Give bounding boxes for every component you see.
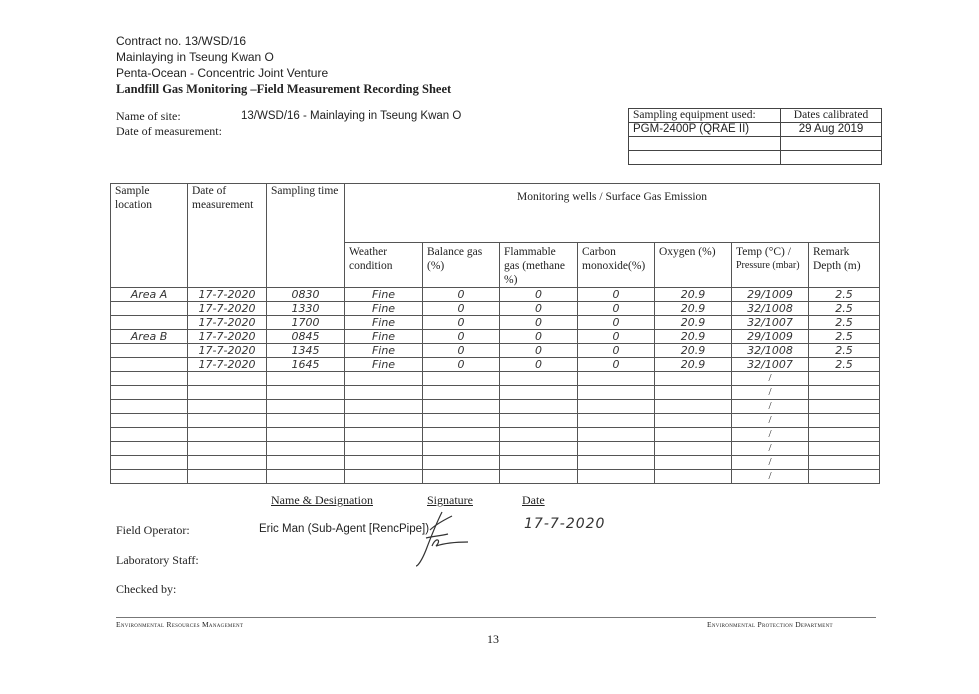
depth-cell: 2.5: [809, 288, 880, 302]
date-cell: [188, 372, 267, 386]
weather-cell: [345, 372, 423, 386]
oxygen-cell: [655, 386, 732, 400]
date-cell: [188, 400, 267, 414]
co-cell: [578, 442, 655, 456]
checked-by-label: Checked by:: [116, 582, 177, 596]
weather-cell: Fine: [345, 316, 423, 330]
date-cell: 17-7-2020: [188, 330, 267, 344]
calibration-header: Dates calibrated: [781, 109, 882, 123]
depth-cell: [809, 400, 880, 414]
location-cell: [111, 456, 188, 470]
remark-depth-header: Remark Depth (m): [809, 243, 880, 288]
depth-cell: 2.5: [809, 302, 880, 316]
temp-pressure-cell: /: [732, 372, 809, 386]
oxygen-cell: [655, 442, 732, 456]
time-cell: 0830: [267, 288, 345, 302]
co-cell: 0: [578, 316, 655, 330]
calibration-date: 29 Aug 2019: [781, 123, 882, 137]
time-cell: 1330: [267, 302, 345, 316]
flammable-gas-cell: 0: [500, 316, 578, 330]
date-cell: [188, 456, 267, 470]
date-cell: 17-7-2020: [188, 288, 267, 302]
table-row: [111, 470, 880, 484]
depth-cell: [809, 386, 880, 400]
calibration-date: [781, 151, 882, 165]
date-header: Date of measurement: [188, 184, 267, 288]
table-header-row: [111, 184, 880, 243]
monitoring-wells-header: Monitoring wells / Surface Gas Emission: [345, 184, 880, 243]
balance-gas-cell: 0: [423, 302, 500, 316]
time-cell: [267, 372, 345, 386]
balance-gas-cell: 0: [423, 330, 500, 344]
date-cell: 17-7-2020: [188, 358, 267, 372]
equipment-row: [629, 137, 882, 151]
temp-pressure-cell: /: [732, 442, 809, 456]
depth-cell: 2.5: [809, 316, 880, 330]
location-cell: [111, 386, 188, 400]
flammable-gas-cell: [500, 372, 578, 386]
location-cell: [111, 414, 188, 428]
project-name: Mainlaying in Tseung Kwan O: [116, 50, 274, 64]
table-body: [111, 288, 880, 484]
name-designation-header: Name & Designation: [271, 493, 373, 507]
time-cell: [267, 414, 345, 428]
table-row: [111, 358, 880, 372]
table-row: [111, 456, 880, 470]
balance-gas-cell: 0: [423, 288, 500, 302]
equipment-name: [629, 151, 781, 165]
table-row: [111, 400, 880, 414]
table-row: [111, 344, 880, 358]
flammable-gas-cell: [500, 386, 578, 400]
sample-location-header: Sample location: [111, 184, 188, 288]
temp-pressure-cell: /: [732, 456, 809, 470]
co-cell: 0: [578, 302, 655, 316]
co-cell: 0: [578, 330, 655, 344]
weather-cell: [345, 414, 423, 428]
site-info: [116, 109, 462, 139]
date-cell: 17-7-2020: [188, 316, 267, 330]
weather-cell: Fine: [345, 288, 423, 302]
depth-cell: [809, 372, 880, 386]
handwritten-signature: [412, 506, 472, 568]
location-cell: [111, 316, 188, 330]
contractor-name: Penta-Ocean - Concentric Joint Venture: [116, 66, 329, 80]
temp-pressure-cell: /: [732, 470, 809, 484]
measurement-table: [110, 183, 880, 484]
footer-left: Environmental Resources Management: [116, 620, 244, 629]
time-cell: [267, 428, 345, 442]
flammable-gas-cell: 0: [500, 358, 578, 372]
temp-pressure-cell: /: [732, 386, 809, 400]
field-operator-name: Eric Man (Sub-Agent [RencPipe]): [259, 523, 430, 535]
table-row: [111, 316, 880, 330]
temp-pressure-cell: 29/1009: [732, 330, 809, 344]
co-cell: [578, 456, 655, 470]
balance-gas-cell: 0: [423, 358, 500, 372]
date-cell: 17-7-2020: [188, 344, 267, 358]
time-cell: [267, 442, 345, 456]
carbon-monoxide-header: Carbon monoxide(%): [578, 243, 655, 288]
weather-cell: [345, 442, 423, 456]
weather-cell: [345, 400, 423, 414]
balance-gas-cell: 0: [423, 316, 500, 330]
date-cell: [188, 428, 267, 442]
flammable-gas-cell: 0: [500, 344, 578, 358]
time-cell: 0845: [267, 330, 345, 344]
time-cell: [267, 400, 345, 414]
location-cell: [111, 400, 188, 414]
temp-pressure-cell: 32/1007: [732, 358, 809, 372]
table-row: [111, 372, 880, 386]
location-cell: [111, 372, 188, 386]
flammable-gas-cell: 0: [500, 288, 578, 302]
balance-gas-cell: [423, 372, 500, 386]
co-cell: 0: [578, 344, 655, 358]
field-operator-date: 17-7-2020: [524, 516, 606, 532]
date-cell: [188, 386, 267, 400]
date-cell: [188, 442, 267, 456]
time-cell: 1645: [267, 358, 345, 372]
co-cell: [578, 470, 655, 484]
oxygen-cell: 20.9: [655, 302, 732, 316]
depth-cell: 2.5: [809, 330, 880, 344]
balance-gas-cell: [423, 470, 500, 484]
equipment-name: [629, 137, 781, 151]
co-cell: 0: [578, 358, 655, 372]
equipment-header-row: [629, 109, 882, 123]
temp-pressure-cell: 32/1008: [732, 302, 809, 316]
weather-cell: Fine: [345, 302, 423, 316]
time-cell: 1700: [267, 316, 345, 330]
equipment-row: [629, 151, 882, 165]
weather-cell: [345, 386, 423, 400]
flammable-gas-cell: [500, 456, 578, 470]
flammable-gas-cell: 0: [500, 330, 578, 344]
oxygen-cell: [655, 470, 732, 484]
site-name-row: [116, 109, 462, 124]
laboratory-staff-label: Laboratory Staff:: [116, 553, 199, 567]
location-cell: [111, 428, 188, 442]
table-row: [111, 330, 880, 344]
flammable-gas-cell: [500, 414, 578, 428]
equipment-header: Sampling equipment used:: [629, 109, 781, 123]
balance-gas-cell: [423, 456, 500, 470]
co-cell: [578, 386, 655, 400]
depth-cell: [809, 470, 880, 484]
balance-gas-cell: [423, 428, 500, 442]
location-cell: Area A: [111, 288, 188, 302]
temp-header: Temp (°C) /: [736, 246, 791, 258]
measurement-date-label: Date of measurement:: [116, 124, 222, 138]
depth-cell: [809, 428, 880, 442]
flammable-gas-header: Flammable gas (methane %): [500, 243, 578, 288]
co-cell: [578, 414, 655, 428]
oxygen-cell: 20.9: [655, 358, 732, 372]
flammable-gas-cell: [500, 400, 578, 414]
balance-gas-cell: 0: [423, 344, 500, 358]
co-cell: 0: [578, 288, 655, 302]
co-cell: [578, 400, 655, 414]
location-cell: [111, 470, 188, 484]
sampling-time-header: Sampling time: [267, 184, 345, 288]
oxygen-cell: 20.9: [655, 344, 732, 358]
balance-gas-cell: [423, 414, 500, 428]
oxygen-cell: 20.9: [655, 288, 732, 302]
temp-pressure-cell: 29/1009: [732, 288, 809, 302]
equipment-row: [629, 123, 882, 137]
weather-cell: [345, 456, 423, 470]
date-cell: [188, 414, 267, 428]
temp-pressure-header: [732, 243, 809, 288]
calibration-date: [781, 137, 882, 151]
contract-number: Contract no. 13/WSD/16: [116, 34, 247, 48]
location-cell: [111, 344, 188, 358]
sheet-title: Landfill Gas Monitoring –Field Measurement Recording Sheet: [116, 82, 452, 96]
table-row: [111, 414, 880, 428]
signature-header: Signature: [427, 493, 473, 507]
weather-cell: [345, 428, 423, 442]
document-header: [116, 33, 451, 97]
oxygen-cell: [655, 414, 732, 428]
date-cell: [188, 470, 267, 484]
oxygen-cell: [655, 400, 732, 414]
footer-right: Environmental Protection Department: [707, 620, 833, 629]
table-row: [111, 442, 880, 456]
weather-cell: Fine: [345, 344, 423, 358]
flammable-gas-cell: [500, 470, 578, 484]
site-name-value: 13/WSD/16 - Mainlaying in Tseung Kwan O: [241, 110, 462, 122]
co-cell: [578, 428, 655, 442]
oxygen-cell: [655, 456, 732, 470]
location-cell: [111, 358, 188, 372]
weather-header: Weather condition: [345, 243, 423, 288]
footer-divider: [116, 617, 876, 618]
pressure-header: Pressure (mbar): [736, 260, 800, 271]
co-cell: [578, 372, 655, 386]
weather-cell: [345, 470, 423, 484]
balance-gas-cell: [423, 442, 500, 456]
location-cell: [111, 442, 188, 456]
oxygen-cell: [655, 372, 732, 386]
flammable-gas-cell: 0: [500, 302, 578, 316]
equipment-table: [628, 108, 882, 165]
oxygen-cell: 20.9: [655, 316, 732, 330]
temp-pressure-cell: 32/1007: [732, 316, 809, 330]
table-row: [111, 288, 880, 302]
balance-gas-header: Balance gas (%): [423, 243, 500, 288]
temp-pressure-cell: /: [732, 428, 809, 442]
site-name-label: Name of site:: [116, 109, 181, 123]
depth-cell: [809, 456, 880, 470]
temp-pressure-cell: /: [732, 414, 809, 428]
field-operator-label: Field Operator:: [116, 523, 190, 537]
location-cell: [111, 302, 188, 316]
temp-pressure-cell: 32/1008: [732, 344, 809, 358]
flammable-gas-cell: [500, 428, 578, 442]
temp-pressure-cell: /: [732, 400, 809, 414]
flammable-gas-cell: [500, 442, 578, 456]
oxygen-cell: [655, 428, 732, 442]
table-row: [111, 428, 880, 442]
date-cell: 17-7-2020: [188, 302, 267, 316]
time-cell: [267, 386, 345, 400]
equipment-name: PGM-2400P (QRAE II): [629, 123, 781, 137]
location-cell: Area B: [111, 330, 188, 344]
time-cell: [267, 470, 345, 484]
depth-cell: 2.5: [809, 344, 880, 358]
weather-cell: Fine: [345, 330, 423, 344]
oxygen-cell: 20.9: [655, 330, 732, 344]
oxygen-header: Oxygen (%): [655, 243, 732, 288]
page-number: 13: [487, 632, 499, 646]
time-cell: [267, 456, 345, 470]
table-row: [111, 302, 880, 316]
table-row: [111, 386, 880, 400]
balance-gas-cell: [423, 400, 500, 414]
balance-gas-cell: [423, 386, 500, 400]
date-column-header: Date: [522, 493, 545, 507]
depth-cell: 2.5: [809, 358, 880, 372]
weather-cell: Fine: [345, 358, 423, 372]
time-cell: 1345: [267, 344, 345, 358]
depth-cell: [809, 414, 880, 428]
depth-cell: [809, 442, 880, 456]
